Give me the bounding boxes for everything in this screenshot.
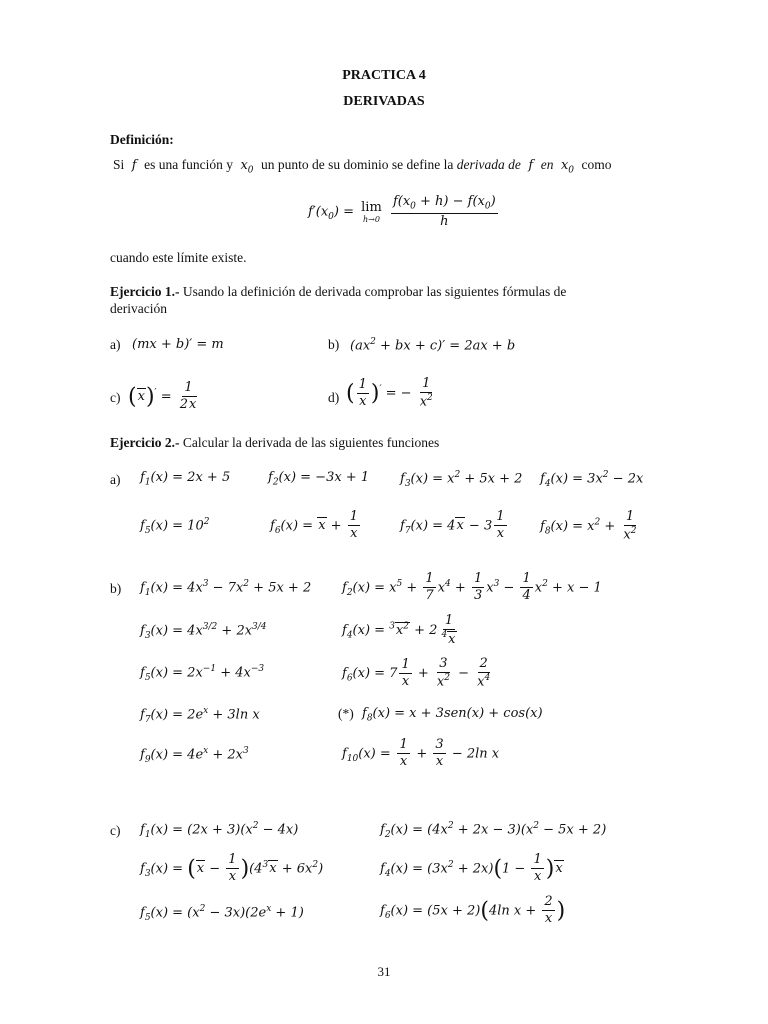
formula-2a-f1: $f_1(x) = 2x + 5$ [140, 470, 231, 488]
label-1b: b) [328, 337, 340, 352]
label-1a: a) [110, 337, 121, 352]
ejercicio2-text: Calcular la derivada de las siguientes funciones [182, 435, 440, 450]
math-x0-2: $x_0$ [556, 158, 575, 176]
star-marker: (*) [338, 706, 354, 721]
formula-2a-f2: $f_2(x) = -3x + 1$ [268, 470, 370, 488]
formula-2c-f6: $f_6(x) = (5x + 2)(4\ln$ x + $\frac{2}{x}$ ) [380, 894, 566, 927]
def-en: en [540, 157, 554, 172]
def-es-funcion: es una función y [144, 157, 233, 172]
formula-2b-f9: $f_9(x) = 4e^x + 2x^3$ [140, 746, 249, 765]
formula-1a: (mx + b)′ = m [132, 337, 224, 352]
formula-2c-f5: $f_5(x) = (x^2 - 3x)(2e^x + 1)$ [140, 904, 304, 923]
formula-1b: ($ax^2$ + bx + c)′ = 2ax + b [350, 337, 516, 354]
ejercicio1-text: Usando la definición de derivada comprobar las siguientes fórmulas de [182, 284, 567, 299]
formula-2a-f3: $f_3(x) = x^2 + 5x + 2$ [400, 470, 523, 489]
formula-2a-f6: $f_6(x) = x$ + $\frac{1}{x}$ [270, 509, 358, 542]
def-si: Si [113, 157, 125, 172]
page-title: PRACTICA 4 [342, 68, 426, 83]
formula-2a-f8: $f_8(x) = x^2$ + $\frac{1}{x^2}$ [540, 509, 637, 543]
math-f2: f [524, 158, 538, 173]
ejercicio2-statement [110, 435, 439, 451]
formula-2c-f2: $f_2(x) = (4x^2 + 2x - 3)(x^2 - 5x + 2)$ [380, 821, 607, 840]
formula-2c-f3: $f_3(x) = (x$ − $\frac{1}{x}$ )$(4^3x + 6x^2)$ [140, 852, 324, 885]
label-1c: c) [110, 390, 121, 405]
formula-2a-f5: $f_5(x) = 10^2$ [140, 517, 210, 536]
definition-heading: Definición: [110, 132, 174, 147]
ejercicio1-heading: Ejercicio 1.- [110, 284, 180, 299]
formula-2b-f5: $f_5(x) = 2x^{-1} + 4x^{-3}$ [140, 664, 265, 683]
page-subtitle: DERIVADAS [343, 94, 425, 109]
formula-2c-f1: $f_1(x) = (2x + 3)(x^2 - 4x)$ [140, 821, 299, 840]
formula-2c-f4: $f_4(x) = (3x^2 + 2x)(1$ − $\frac{1}{x}$ )x [380, 852, 563, 885]
ejercicio1-statement [110, 284, 566, 300]
derivative-definition-formula: $f'(x_0)$ = lim h→0 $\frac{f(x_0 + h) - f(x_0)}{h}$ [308, 194, 496, 229]
formula-1c: (x)′ = $\frac{1}{2x}$ [128, 380, 197, 413]
formula-2b-f7: $f_7(x) = 2e^x + 3\ln$ x [140, 706, 260, 725]
def-como: como [581, 157, 612, 172]
formula-2b-f3: $f_3(x) = 4x^{3/2} + 2x^{3/4}$ [140, 622, 267, 641]
formula-2b-f10: $f_{10}(x)$ = $\frac{1}{x}$ + $\frac{3}{x}$ − 2ln x [342, 737, 500, 770]
def-punto: un punto de su dominio se define la [261, 157, 454, 172]
label-2c: c) [110, 823, 121, 838]
definition-note: cuando este límite existe. [110, 250, 247, 265]
formula-2b-f6: $f_6(x) = 7$ $\frac{1}{x}$ + $\frac{3}{x^2}$ − $\frac{2}{x^4}$ [342, 656, 491, 690]
label-2b: b) [110, 581, 122, 596]
formula-2a-f7: $f_7(x) = 4x - 3$ $\frac{1}{x}$ [400, 509, 505, 542]
ejercicio1-text2: derivación [110, 301, 167, 316]
formula-2b-f1: $f_1(x) = 4x^3 - 7x^2 + 5x + 2$ [140, 579, 312, 598]
page-number: 31 [377, 964, 391, 979]
formula-2a-f4: $f_4(x) = 3x^2 - 2x$ [540, 470, 644, 489]
ejercicio2-heading: Ejercicio 2.- [110, 435, 180, 450]
label-1d: d) [328, 390, 340, 405]
def-derivada-de: derivada de [456, 157, 521, 172]
formula-2b-f8: $f_8(x) = x + 3sen(x) + \cos(x)$ [362, 706, 543, 724]
math-f: f [127, 158, 141, 173]
definition-line [113, 157, 612, 176]
formula-2b-f4: $f_4(x) = ^3x^2 + 2$ $\frac{1}{^4x}$ [342, 613, 456, 647]
formula-1d: ( $\frac{1}{x}$ )′ = − $\frac{1}{x^2}$ [346, 376, 433, 410]
formula-2b-f2: $f_2(x) = x^5$ + $\frac{1}{7}$ $x^4$ + $\frac{1}{3}$ $x^3$ − $\frac{1}{4}$ $x^2 + x - 1$ [342, 571, 602, 604]
label-2a: a) [110, 472, 121, 487]
math-x0: $x_0$ [236, 158, 254, 176]
